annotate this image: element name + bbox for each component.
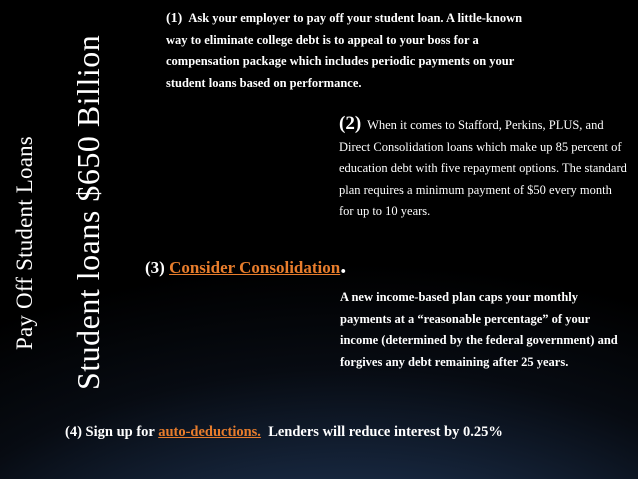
item-3-income-based-plan bbox=[340, 287, 625, 373]
item-4-auto-deductions bbox=[65, 424, 503, 441]
item-3-text: A new income-based plan caps your monthly payments at a “reasonable percentage” of your income (determined by the federal government) and forgives any debt remaining after 25 years. bbox=[340, 290, 618, 369]
item-2-number: (2) bbox=[339, 113, 362, 134]
item-2-text: When it comes to Stafford, Perkins, PLUS, and Direct Consolidation loans which make up 85 percent of education debt with five repayment options. The standard plan requires a minimum payment of $50 every month for up to 10 years. bbox=[339, 118, 627, 218]
consider-consolidation-link[interactable]: Consider Consolidation bbox=[169, 258, 341, 277]
item-3-number: (3) bbox=[145, 258, 165, 277]
auto-deductions-link[interactable]: auto-deductions. bbox=[158, 424, 261, 440]
item-1-text: Ask your employer to pay off your student loan. A little-known way to eliminate college debt is to appeal to your boss for a compensation package which includes periodic payments on your student loans based on performance. bbox=[166, 11, 523, 90]
item-2-loan-types bbox=[339, 113, 629, 223]
item-1-number: (1) bbox=[166, 11, 183, 26]
item-3-heading bbox=[145, 253, 347, 279]
vertical-title-student-loans-650-billion: Student loans $650 Billion bbox=[70, 34, 106, 390]
item-4-prefix: (4) Sign up for bbox=[65, 424, 155, 440]
item-4-suffix: Lenders will reduce interest by 0.25% bbox=[268, 424, 503, 440]
item-1-employer-payoff bbox=[166, 8, 526, 94]
item-3-period: . bbox=[340, 253, 347, 279]
vertical-title-pay-off-student-loans: Pay Off Student Loans bbox=[12, 136, 37, 350]
